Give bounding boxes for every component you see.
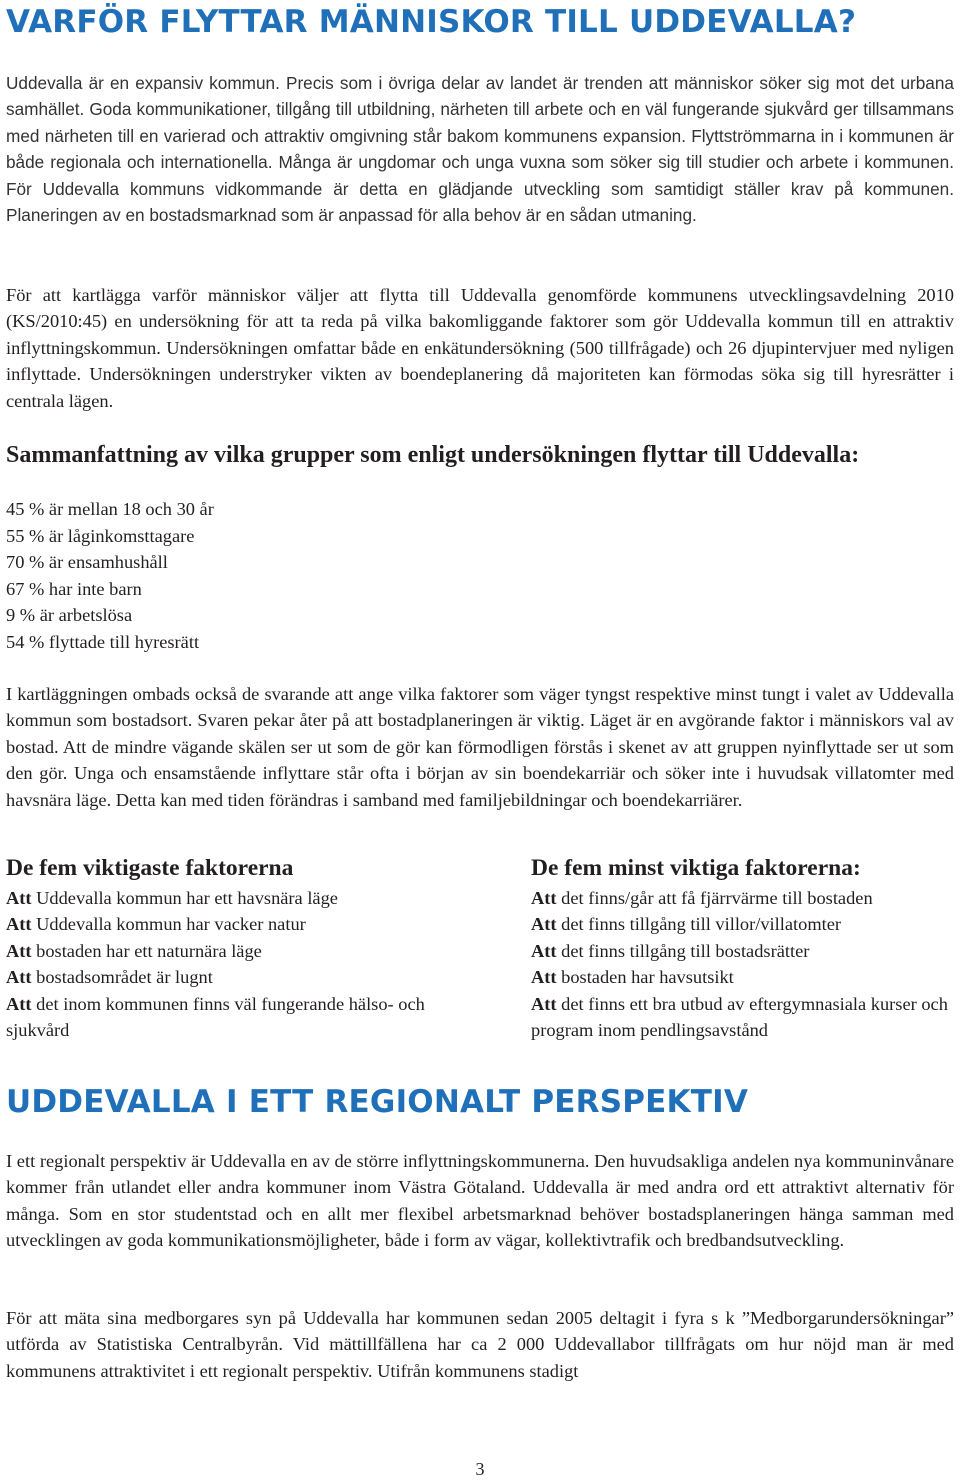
factor-prefix: Att (6, 993, 32, 1014)
factor-prefix: Att (6, 888, 32, 908)
regional-paragraph: I ett regionalt perspektiv är Uddevalla en av de större inflyttningskommunerna. Den huvudsakliga andelen nya kommuninvånare kommer från utlandet eller andra kommuner inom Västra Götaland. Uddevalla är med andra ord ett attraktivt alternativ för många. Som en stor studentstad och en allt mer flexibel arbetsmarknad behöver bostadsplaneringen hänga samman med utvecklingen av goda kommunikationsmöjligheter, både i form av vägar, kollektivtrafik och bredbandsutveckling. (6, 1151, 954, 1251)
factor-prefix: Att (531, 888, 557, 908)
most-important-title: De fem viktigaste faktorerna (6, 855, 294, 881)
stat-item: 67 % har inte barn (6, 578, 142, 599)
factor-text: det finns tillgång till villor/villatomter (561, 914, 842, 935)
factor-text: Uddevalla kommun har vacker natur (36, 914, 306, 935)
stat-item: 9 % är arbetslösa (6, 605, 133, 625)
factor-item (531, 885, 951, 911)
factor-item (6, 938, 476, 964)
stat-item: 55 % är låginkomsttagare (6, 525, 195, 546)
factor-text: det finns tillgång till bostadsrätter (561, 940, 810, 961)
survey-paragraph: För att kartlägga varför människor väljer att flytta till Uddevalla genomförde kommunens utvecklingsavdelning 2010 (KS/2010:45) en undersökning för att ta reda på vilka bakomliggande faktorer som gör Uddevalla kommun till en attraktiv inflyttningskommun. Undersökningen omfattar både en enkätundersökning (500 tillfrågade) och 26 djupintervjuer med nyligen inflyttade. Undersökningen understryker vikten av boendeplanering då majoriteten kan förmodas söka sig till hyresrätter i centrala lägen. (6, 285, 954, 411)
factor-item (6, 991, 476, 1044)
factor-text: Uddevalla kommun har ett havsnära läge (36, 888, 338, 908)
section-heading-why-move: VARFÖR FLYTTAR MÄNNISKOR TILL UDDEVALLA? (6, 4, 857, 40)
factor-text: det inom kommunen finns väl fungerande hälso- och sjukvård (6, 993, 425, 1041)
factor-item (6, 911, 476, 937)
intro-paragraph: Uddevalla är en expansiv kommun. Precis som i övriga delar av landet är trenden att människor söker sig mot det urbana samhället. Goda kommunikationer, tillgång till utbildning, närheten till arbete och en väl fungerande sjukvård ger tillsammans med närheten till en varierad och attraktiv omgivning står bakom kommunens expansion. Flyttströmmarna in i kommunen är både regionala och internationella. Många är ungdomar och unga vuxna som söker sig till studier och arbete i kommunen. För Uddevalla kommuns vidkommande är detta en glädjande utveckling som samtidigt ställer krav på kommunen. Planeringen av en bostadsmarknad som är anpassad för alla behov är en sådan utmaning. (6, 73, 954, 226)
factor-item (6, 964, 476, 990)
factor-prefix: Att (531, 967, 557, 988)
factor-text: det finns/går att få fjärrvärme till bostaden (561, 888, 873, 908)
least-important-factors (531, 853, 951, 1043)
least-important-list (531, 885, 951, 1043)
summary-title: Sammanfattning av vilka grupper som enligt undersökningen flyttar till Uddevalla: (6, 442, 860, 468)
factor-item (6, 885, 476, 911)
factor-prefix: Att (531, 914, 557, 935)
stat-item: 70 % är ensamhushåll (6, 552, 168, 572)
most-important-factors (6, 853, 476, 1043)
factor-item (531, 938, 951, 964)
factor-text: bostaden har havsutsikt (561, 967, 734, 988)
most-important-list (6, 885, 476, 1043)
survey-measure-paragraph: För att mäta sina medborgares syn på Uddevalla har kommunen sedan 2005 deltagit i fyra s k ”Medborgarundersökningar” utförda av Statistiska Centralbyrån. Vid mättillfällena har ca 2 000 Uddevallabor tillfrågats om hur nöjd man är med kommunens attraktivitet i ett regionalt perspektiv. Utifrån kommunens stadigt (6, 1308, 954, 1381)
page-number: 3 (475, 1459, 485, 1479)
least-important-title: De fem minst viktiga faktorerna: (531, 855, 861, 881)
stat-item: 54 % flyttade till hyresrätt (6, 631, 200, 652)
section-heading-regional: UDDEVALLA I ETT REGIONALT PERSPEKTIV (6, 1084, 749, 1120)
factor-text: bostaden har ett naturnära läge (36, 940, 262, 961)
factor-text: det finns ett bra utbud av eftergymnasiala kurser och program inom pendlingsavstånd (531, 993, 948, 1041)
factor-prefix: Att (6, 967, 32, 988)
stats-list (6, 496, 214, 655)
factors-paragraph: I kartläggningen ombads också de svarande att ange vilka faktorer som väger tyngst respektive minst tungt i valet av Uddevalla kommun som bostadsort. Svaren pekar åter på att bostadplaneringen är viktig. Läget är en avgörande faktor i människors val av bostad. Att de mindre vägande skälen ser ut som de gör kan förmodligen förstås i skenet av att gruppen nyinflyttade ser ut som den gör. Unga och ensamstående inflyttare står ofta i början av sin boendekarriär och söker inte i huvudsak villatomter med havsnära läge. Detta kan med tiden förändras i samband med familjebildningar och boendekarriärer. (6, 684, 954, 810)
factor-item (531, 991, 951, 1044)
factor-prefix: Att (531, 993, 557, 1014)
factor-prefix: Att (6, 940, 32, 961)
factor-item (531, 964, 951, 990)
factor-text: bostadsområdet är lugnt (36, 967, 213, 988)
stat-item: 45 % är mellan 18 och 30 år (6, 499, 214, 519)
factor-item (531, 911, 951, 937)
factor-prefix: Att (531, 940, 557, 961)
factor-prefix: Att (6, 914, 32, 935)
